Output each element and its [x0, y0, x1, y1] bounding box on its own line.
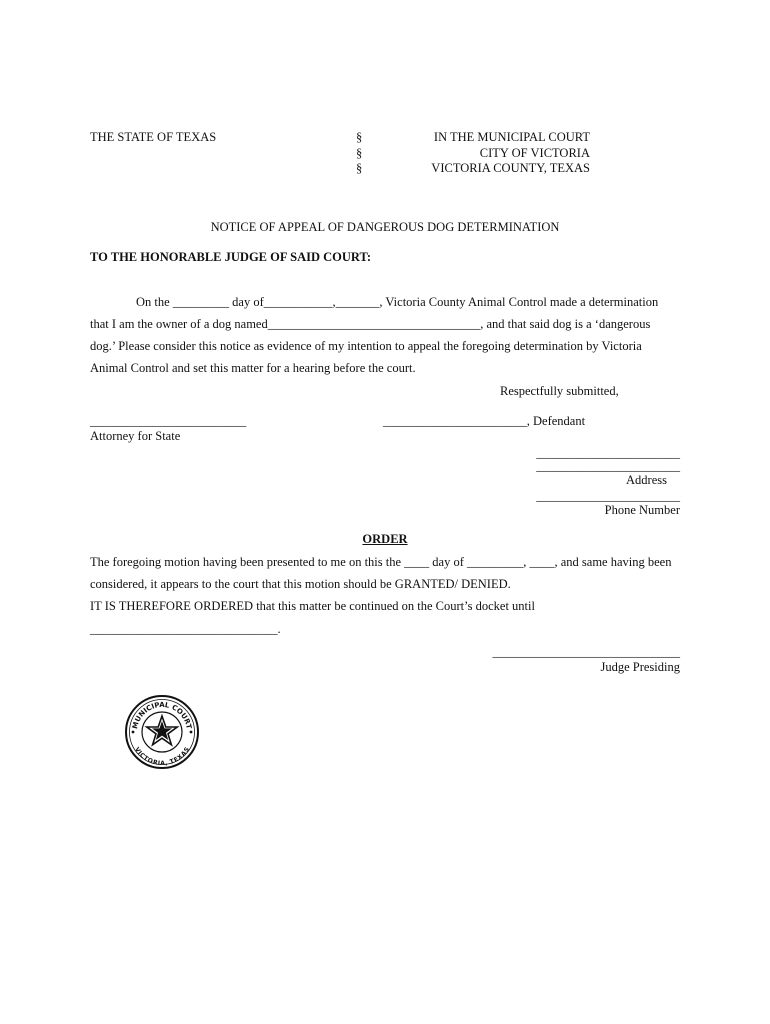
phone-label: Phone Number: [604, 503, 680, 517]
address-label: Address: [626, 473, 667, 487]
address-line: _______________________: [536, 459, 680, 473]
attorney-signature-line: _________________________: [90, 414, 247, 428]
order-line: The foregoing motion having been presented to me on this the ____ day of _________, ____, and same having been: [90, 555, 672, 569]
document-title: NOTICE OF APPEAL OF DANGEROUS DOG DETERMINATION: [210, 220, 560, 234]
seal-bottom-text: VICTORIA, TEXAS: [133, 746, 191, 768]
court-line: CITY OF VICTORIA: [479, 146, 590, 160]
address-line: _______________________: [536, 446, 680, 460]
body-line: that I am the owner of a dog named__________________________________, and that said dog is a ‘dangerous: [90, 317, 651, 331]
closing: Respectfully submitted,: [500, 384, 619, 398]
order-heading: ORDER: [362, 532, 408, 546]
court-line: VICTORIA COUNTY, TEXAS: [431, 161, 590, 175]
body-line: Animal Control and set this matter for a hearing before the court.: [90, 361, 416, 375]
attorney-label: Attorney for State: [90, 429, 181, 443]
salutation: TO THE HONORABLE JUDGE OF SAID COURT:: [90, 250, 372, 264]
court-line: IN THE MUNICIPAL COURT: [433, 130, 590, 144]
judge-signature-line: ______________________________: [492, 645, 680, 659]
section-mark: §: [356, 161, 363, 175]
defendant-signature-line: _______________________, Defendant: [383, 414, 586, 428]
order-line: IT IS THEREFORE ORDERED that this matter be continued on the Court’s docket until: [90, 599, 535, 613]
municipal-court-seal-icon: [124, 694, 200, 770]
seal-top-text: MUNICIPAL COURT: [131, 700, 193, 730]
judge-label: Judge Presiding: [600, 660, 680, 674]
state-of-texas-label: THE STATE OF TEXAS: [90, 130, 217, 144]
body-line: On the _________ day of___________,_______, Victoria County Animal Control made a determination: [136, 295, 659, 309]
order-line: ______________________________.: [90, 622, 281, 636]
phone-line: _______________________: [536, 489, 680, 503]
section-mark: §: [356, 146, 363, 160]
section-mark: §: [356, 130, 363, 144]
order-line: considered, it appears to the court that this motion should be GRANTED/ DENIED.: [90, 577, 511, 591]
body-line: dog.’ Please consider this notice as evidence of my intention to appeal the foregoing determination by Victoria: [90, 339, 642, 353]
svg-text:VICTORIA, TEXAS: [133, 746, 191, 767]
